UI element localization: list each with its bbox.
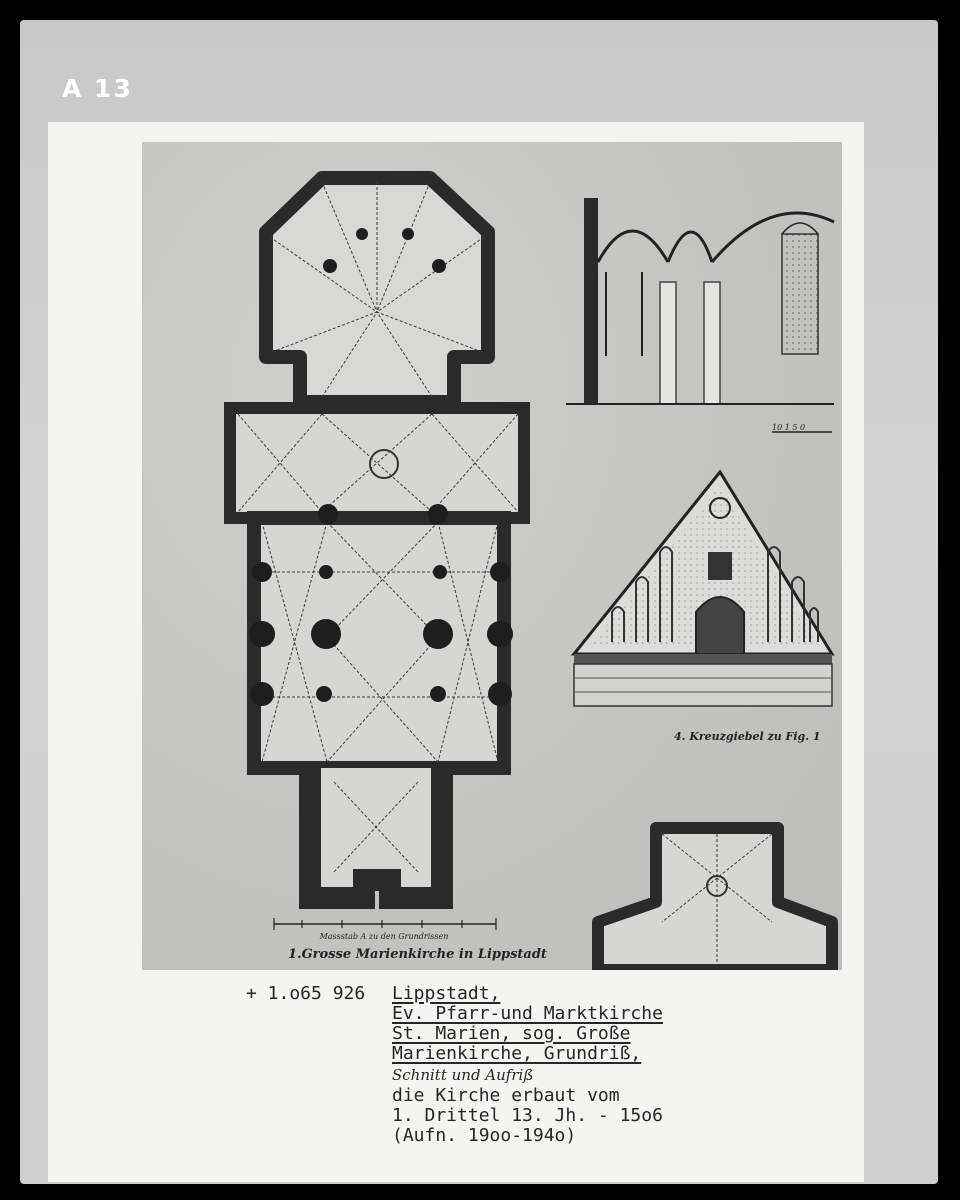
catalog-number: + 1.o65 926 xyxy=(246,983,366,1004)
scale-caption: Massstab A zu den Grundrissen xyxy=(319,932,449,941)
caption-line-6: 1. Drittel 13. Jh. - 15o6 xyxy=(392,1105,663,1126)
plan-caption: 1.Grosse Marienkirche in Lippstadt xyxy=(288,947,547,962)
caption-line-4: Marienkirche, Grundriß, xyxy=(392,1043,642,1064)
caption-line-3: St. Marien, sog. Große xyxy=(392,1023,631,1044)
handwritten-note: Schnitt und Aufriß xyxy=(392,1066,534,1084)
gable-caption: 4. Kreuzgiebel zu Fig. 1 xyxy=(674,730,821,743)
cross-section-drawing xyxy=(566,198,834,432)
floor-plan xyxy=(230,178,524,930)
slide-label: A 13 xyxy=(62,74,133,103)
caption-line-1: Lippstadt, xyxy=(392,983,501,1004)
section-scale: 10 1 5 0 xyxy=(772,423,806,432)
engraving-plate xyxy=(142,142,842,970)
caption-block xyxy=(392,984,663,1146)
caption-line-2: Ev. Pfarr-und Marktkirche xyxy=(392,1003,663,1024)
gable-elevation-drawing xyxy=(574,472,832,706)
partial-plan-drawing xyxy=(598,828,832,970)
caption-line-7: (Aufn. 19oo-194o) xyxy=(392,1125,577,1146)
architectural-drawings xyxy=(142,142,842,970)
caption-line-5: die Kirche erbaut vom xyxy=(392,1085,620,1106)
